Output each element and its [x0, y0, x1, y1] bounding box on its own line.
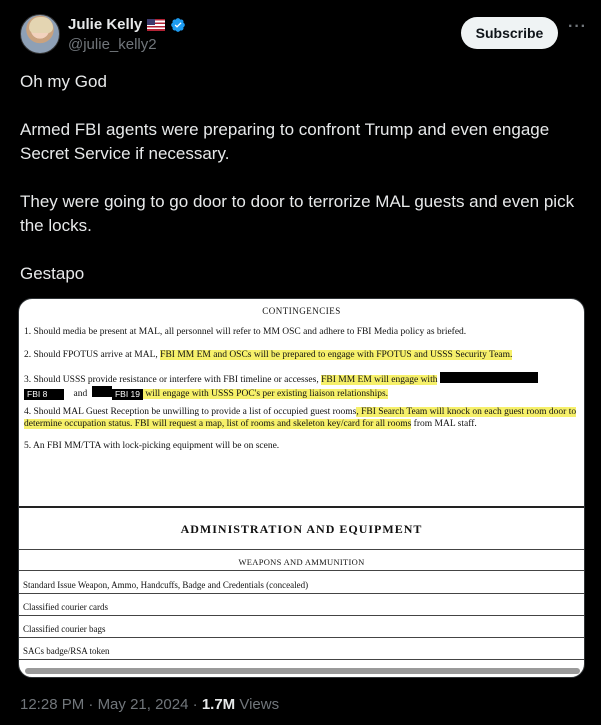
- author-name[interactable]: Julie Kelly: [68, 16, 143, 33]
- redaction-label: FBI 19: [112, 389, 143, 400]
- item-text: 2. Should FPOTUS arrive at MAL,: [24, 350, 161, 360]
- item-text: from MAL staff.: [411, 419, 477, 429]
- item-text: and: [73, 389, 88, 399]
- tweet-date[interactable]: May 21, 2024: [97, 696, 189, 713]
- subscribe-button[interactable]: Subscribe: [461, 17, 558, 49]
- separator: ·: [84, 696, 98, 713]
- section-title: ADMINISTRATION AND EQUIPMENT: [180, 522, 423, 536]
- section-divider: [19, 506, 584, 508]
- table-row: SACs badge/RSA token: [23, 646, 110, 656]
- document-item-4: [24, 406, 579, 430]
- tweet-paragraph: Gestapo: [20, 264, 85, 283]
- document-item-1: 1. Should media be present at MAL, all personnel will refer to MM OSC and adhere to FBI Media policy as briefed.: [24, 327, 467, 337]
- table-row: Classified courier cards: [23, 602, 108, 612]
- highlighted-text: FBI MM EM and OSCs will be prepared to engage with FPOTUS and USSS Security Team.: [160, 350, 513, 360]
- item-text: 3. Should USSS provide resistance or interfere with FBI timeline or accesses,: [24, 375, 322, 385]
- redaction-label: FBI 8: [24, 389, 64, 400]
- document-item-5: 5. An FBI MM/TTA with lock-picking equipment will be on scene.: [24, 441, 280, 451]
- document-item-3: [24, 372, 579, 400]
- highlighted-text: , FBI Search Team will knock on each guest room door to determine occupation status. FBI will request a map, list of rooms and skeleton key/card for all rooms: [24, 407, 577, 429]
- views-count: 1.7M: [201, 696, 236, 713]
- table-row: Standard Issue Weapon, Ammo, Handcuffs, Badge and Credentials (concealed): [23, 580, 309, 590]
- views-label: Views: [235, 696, 280, 713]
- table-row: Classified courier bags: [23, 624, 106, 634]
- table-rule: [19, 615, 584, 616]
- verified-badge-icon: [170, 17, 186, 33]
- redaction-bar: [92, 386, 112, 397]
- subsection-title: WEAPONS AND AMMUNITION: [238, 557, 365, 567]
- item-text: 4. Should MAL Guest Reception be unwilling to provide a list of occupied guest rooms: [24, 407, 357, 417]
- document-item-2: [24, 349, 579, 361]
- tweet-header: [20, 14, 585, 58]
- separator: ·: [188, 696, 202, 713]
- us-flag-icon: [147, 19, 165, 31]
- highlighted-text: will engage with USSS POC's per existing liaison relationships.: [143, 389, 389, 399]
- author-name-row: [68, 16, 186, 33]
- more-dots-icon[interactable]: ···: [568, 18, 587, 35]
- horizontal-scrollbar[interactable]: [25, 668, 580, 674]
- table-rule: [19, 637, 584, 638]
- table-rule: [19, 570, 584, 571]
- redaction-bar: [440, 372, 538, 383]
- author-handle[interactable]: @julie_kelly2: [68, 36, 157, 53]
- tweet-paragraph: Armed FBI agents were preparing to confront Trump and even engage Secret Service if necessary.: [20, 120, 550, 163]
- tweet-time[interactable]: 12:28 PM: [20, 696, 85, 713]
- attached-document-image[interactable]: [18, 298, 585, 678]
- document-title: CONTINGENCIES: [262, 306, 341, 316]
- tweet-paragraph: They were going to go door to door to terrorize MAL guests and even pick the locks.: [20, 192, 575, 235]
- section-divider: [19, 549, 584, 550]
- tweet-text: [20, 70, 585, 286]
- highlighted-text: FBI MM EM will engage with: [321, 375, 438, 385]
- tweet-meta: [20, 696, 279, 713]
- tweet-paragraph: Oh my God: [20, 72, 107, 91]
- table-rule: [19, 593, 584, 594]
- table-rule: [19, 659, 584, 660]
- avatar[interactable]: [20, 14, 60, 54]
